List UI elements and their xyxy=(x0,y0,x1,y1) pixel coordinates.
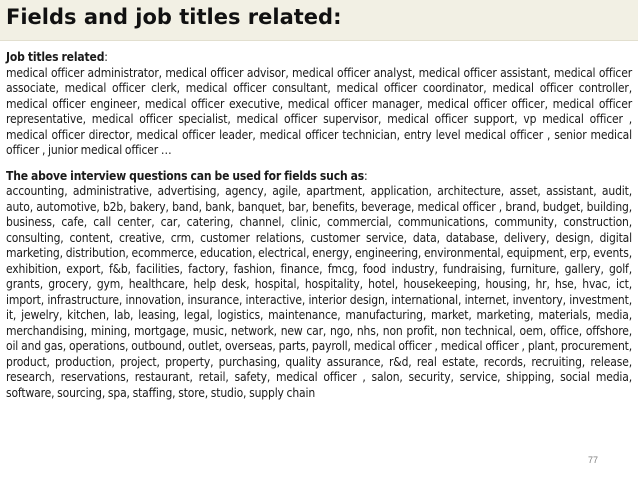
section-spacer xyxy=(6,159,632,169)
slide-body xyxy=(6,50,632,401)
slide-title: Fields and job titles related: xyxy=(6,5,342,29)
fields-text: accounting, administrative, advertising, agency, agile, apartment, application, architecture, asset, assistant, audit, auto, automotive, b2b, bakery, band, bank, banquet, bar, benefits, beverage, medical officer , brand, budget, building, business, cafe, call center, car, catering, channel, clinic, commercial, communications, community, construction, consulting, content, creative, crm, customer relations, customer service, data, database, delivery, design, digital marketing, distribution, ecommerce, education, electrical, energy, engineering, environmental, equipment, erp, events, exhibition, export, f&b, facilities, factory, fashion, finance, fmcg, food industry, fundraising, furniture, gallery, golf, grants, grocery, gym, healthcare, help desk, hospital, hospitality, hotel, housekeeping, housing, hr, hse, hvac, ict, import, infrastructure, innovation, insurance, interactive, interior design, international, internet, inventory, investment, it, jewelry, kitchen, lab, leasing, legal, logistics, maintenance, manufacturing, market, marketing, materials, media, merchandising, mining, mortgage, music, network, new car, ngo, nhs, non profit, non technical, oem, office, offshore, oil and gas, operations, outbound, outlet, overseas, parts, payroll, medical officer , medical officer , plant, procurement, product, production, project, property, purchasing, quality assurance, r&d, real estate, records, recruiting, release, research, reservations, restaurant, retail, safety, medical officer , salon, security, service, shipping, social media, software, sourcing, spa, staffing, store, studio, supply chain xyxy=(6,184,632,400)
job-titles-text: medical officer administrator, medical officer advisor, medical officer analyst, medical officer assistant, medical officer associate, medical officer clerk, medical officer consultant, medical officer coordinator, medical officer controller, medical officer engineer, medical officer executive, medical officer manager, medical officer officer, medical officer representative, medical officer specialist, medical officer supervisor, medical officer support, vp medical officer , medical officer director, medical officer leader, medical officer technician, entry level medical officer , senior medical officer , junior medical officer … xyxy=(6,65,632,157)
page-number: 77 xyxy=(587,455,598,465)
job-titles-heading-colon: : xyxy=(104,50,108,64)
fields-paragraph xyxy=(6,169,632,402)
job-titles-heading: Job titles related xyxy=(6,50,105,64)
fields-heading: The above interview questions can be used for fields such as xyxy=(6,168,365,183)
job-titles-paragraph xyxy=(6,50,632,159)
fields-heading-colon: : xyxy=(364,168,368,183)
slide-header xyxy=(0,0,638,41)
